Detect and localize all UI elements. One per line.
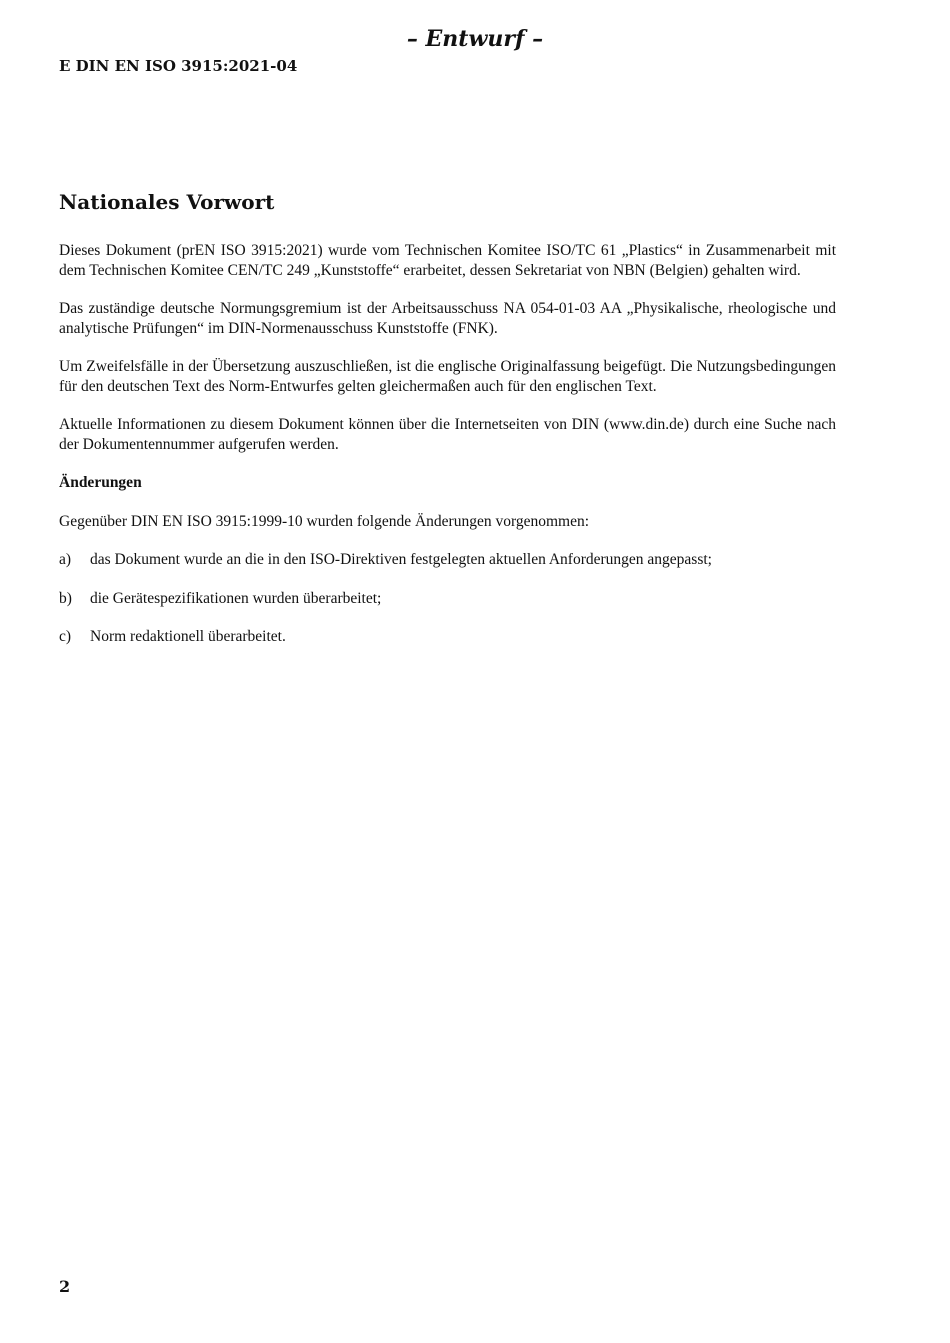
list-marker: a): [59, 551, 72, 568]
list-marker: c): [59, 628, 72, 645]
draft-banner: – Entwurf –: [406, 26, 544, 52]
list-item: [59, 550, 836, 570]
paragraph-translation: Um Zweifelsfälle in der Übersetzung auszuschließen, ist die englische Originalfassung beigefügt. Die Nutzungsbedingungen für den deutschen Text des Norm-Entwurfes gelten gleichermaßen auch für den englischen Text.: [59, 358, 836, 395]
list-item: [59, 589, 836, 609]
list-item-text: das Dokument wurde an die in den ISO-Direktiven festgelegten aktuellen Anforderungen angepasst;: [90, 551, 712, 568]
section-title: Nationales Vorwort: [59, 190, 275, 214]
paragraph-committee: Dieses Dokument (prEN ISO 3915:2021) wurde vom Technischen Komitee ISO/TC 61 „Plastics“ in Zusammenarbeit mit dem Technischen Komitee CEN/TC 249 „Kunststoffe“ erarbeitet, dessen Sekretariat von NBN (Belgien) gehalten wird.: [59, 242, 836, 279]
changes-intro: Gegenüber DIN EN ISO 3915:1999-10 wurden folgende Änderungen vorgenommen:: [59, 512, 590, 530]
list-item-text: die Gerätespezifikationen wurden überarbeitet;: [90, 589, 382, 607]
paragraph-information: Aktuelle Informationen zu diesem Dokument können über die Internetseiten von DIN (www.din.de) durch eine Suche nach der Dokumentennummer aufgerufen werden.: [59, 416, 836, 453]
list-item-text: Norm redaktionell überarbeitet.: [90, 628, 286, 645]
changes-list: [59, 550, 836, 647]
page-number: 2: [59, 1277, 71, 1296]
paragraph-working-group: Das zuständige deutsche Normungsgremium ist der Arbeitsausschuss NA 054-01-03 AA „Physikalische, rheologische und analytische Prüfungen“ im DIN-Normenausschuss Kunststoffe (FNK).: [59, 300, 836, 337]
list-marker: b): [59, 589, 72, 607]
page-content: [59, 188, 836, 666]
list-item: [59, 627, 836, 647]
changes-heading: Änderungen: [59, 474, 142, 491]
document-id: E DIN EN ISO 3915:2021-04: [59, 57, 298, 75]
